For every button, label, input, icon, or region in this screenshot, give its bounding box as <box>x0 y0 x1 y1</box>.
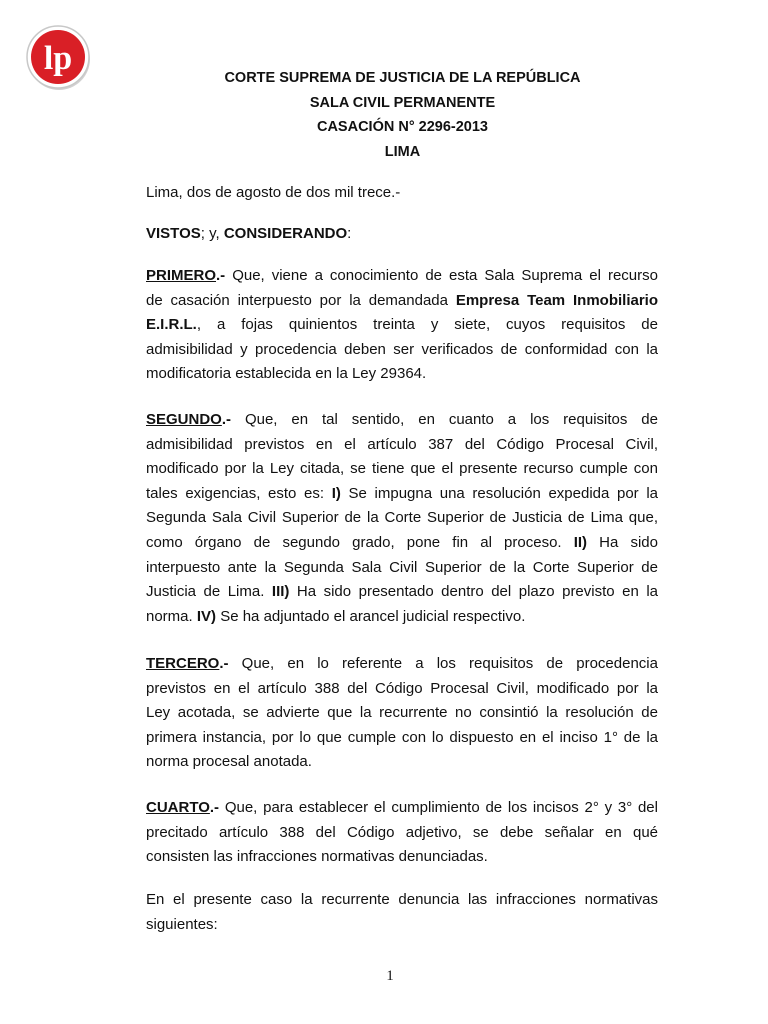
paragraph-primero <box>146 264 658 387</box>
paragraph-line: tales exigencias, esto es: I) Se impugna una resolución expedida por la <box>146 484 658 502</box>
paragraph-line: consisten las infracciones normativas denunciadas. <box>146 848 488 866</box>
document-header <box>150 66 655 164</box>
paragraph-line: norma procesal anotada. <box>146 753 312 771</box>
paragraph-line: TERCERO.- Que, en lo referente a los requisitos de procedencia <box>146 655 658 672</box>
vistos-line: VISTOS; y, CONSIDERANDO: <box>146 225 352 242</box>
svg-text:lp: lp <box>43 40 73 77</box>
paragraph-line: Segunda Sala Civil Superior de la Corte Superior de Justicia de Lima que, <box>146 509 658 527</box>
date-line: Lima, dos de agosto de dos mil trece.- <box>146 184 401 201</box>
paragraph-line: admisibilidad previstos en el artículo 387 del Código Procesal Civil, <box>146 435 658 453</box>
paragraph-line: previstos en el artículo 388 del Código Procesal Civil, modificado por la <box>146 679 658 697</box>
section-heading: PRIMERO <box>146 267 217 284</box>
paragraph-line: admisibilidad y procedencia deben ser verificados de conformidad con la <box>146 340 658 358</box>
paragraph-final <box>146 888 658 937</box>
section-heading: CUARTO <box>146 799 210 816</box>
paragraph-line: CUARTO.- Que, para establecer el cumplimiento de los incisos 2° y 3° del <box>146 799 658 816</box>
paragraph-cuarto <box>146 796 658 870</box>
section-heading: SEGUNDO <box>146 411 222 428</box>
casacion-number: CASACIÓN N° 2296-2013 <box>316 119 488 135</box>
paragraph-line: modificado por la Ley citada, se tiene que el presente recurso cumple con <box>146 460 658 478</box>
paragraph-line: PRIMERO.- Que, viene a conocimiento de esta Sala Suprema el recurso <box>146 267 658 284</box>
paragraph-line: primera instancia, por lo que cumple con lo dispuesto en el inciso 1° de la <box>146 728 658 746</box>
paragraph-line: norma. IV) Se ha adjuntado el arancel judicial respectivo. <box>146 607 526 625</box>
paragraph-line: En el presente caso la recurrente denuncia las infracciones normativas <box>146 891 658 908</box>
paragraph-tercero <box>146 652 658 775</box>
paragraph-line: SEGUNDO.- Que, en tal sentido, en cuanto a los requisitos de <box>146 411 658 428</box>
paragraph-line: E.I.R.L., a fojas quinientos treinta y siete, cuyos requisitos de <box>146 316 658 334</box>
section-heading: TERCERO <box>146 655 220 672</box>
paragraph-line: Ley acotada, se advierte que la recurrente no consintió la resolución de <box>146 704 658 722</box>
lp-logo <box>25 24 93 92</box>
paragraph-line: interpuesto ante la Segunda Sala Civil Superior de la Corte Superior de <box>146 558 658 576</box>
paragraph-line: Justicia de Lima. III) Ha sido presentado dentro del plazo previsto en la <box>146 583 658 601</box>
city-name: LIMA <box>384 143 421 160</box>
paragraph-line: precitado artículo 388 del Código adjetivo, se debe señalar en qué <box>146 823 658 841</box>
page-number: 1 <box>386 968 394 984</box>
paragraph-line: como órgano de segundo grado, pone fin al proceso. II) Ha sido <box>146 533 658 551</box>
paragraph-line: modificatoria establecida en la Ley 29364. <box>146 365 427 383</box>
sala-name: SALA CIVIL PERMANENTE <box>309 94 496 111</box>
paragraph-segundo <box>146 408 658 629</box>
paragraph-line: de casación interpuesto por la demandada Empresa Team Inmobiliario <box>146 291 659 309</box>
court-name: CORTE SUPREMA DE JUSTICIA DE LA REPÚBLICA <box>224 70 581 86</box>
paragraph-line: siguientes: <box>146 915 218 933</box>
